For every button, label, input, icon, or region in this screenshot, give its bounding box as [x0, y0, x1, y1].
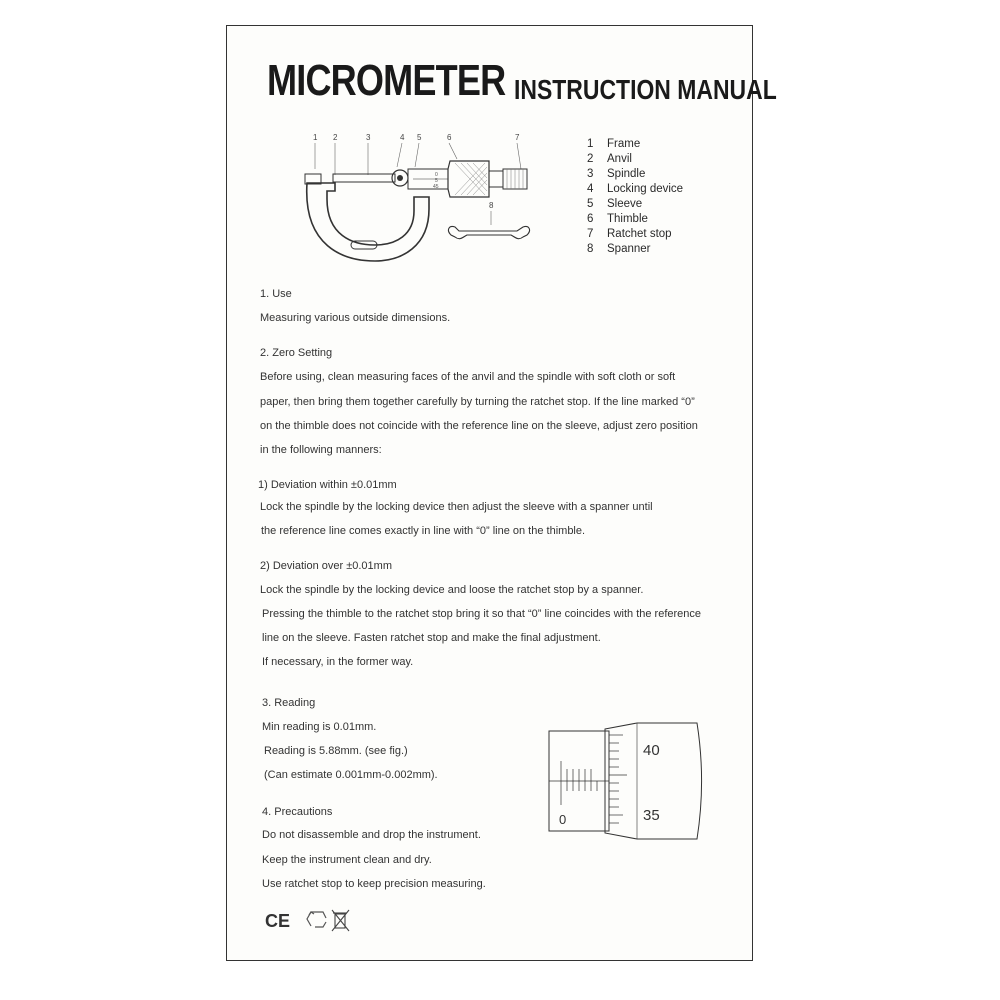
deviation-over-line: If necessary, in the former way. [262, 656, 414, 668]
part-name: Sleeve [607, 198, 643, 210]
part-row [587, 137, 683, 152]
reading-line: Reading is 5.88mm. (see fig.) [264, 745, 408, 757]
reading-heading: 3. Reading [262, 697, 316, 709]
weee-bin-icon [332, 910, 349, 931]
thimble-label-35: 35 [643, 807, 660, 824]
part-number: 1 [587, 138, 594, 150]
part-row [587, 182, 683, 197]
callout-5: 5 [417, 133, 422, 142]
compliance-marks [265, 906, 355, 936]
precautions-heading: 4. Precautions [262, 806, 333, 818]
ce-mark: CE [265, 911, 291, 931]
part-name: Anvil [607, 153, 632, 165]
part-number: 8 [587, 243, 594, 255]
part-name: Frame [607, 138, 641, 150]
zero-line: paper, then bring them together carefully by turning the ratchet stop. If the line marked “0” [260, 396, 695, 408]
callout-1: 1 [313, 133, 318, 142]
zero-line: Before using, clean measuring faces of the anvil and the spindle with soft cloth or soft [260, 371, 676, 383]
sleeve-zero-label: 0 [559, 812, 567, 827]
deviation-within-heading: 1) Deviation within ±0.01mm [258, 479, 397, 491]
reading-figure [547, 721, 707, 841]
reading-line: Min reading is 0.01mm. [262, 721, 377, 733]
use-heading: 1. Use [260, 288, 292, 300]
part-row [587, 242, 683, 257]
part-row [587, 167, 683, 182]
deviation-over-line: Lock the spindle by the locking device and loose the ratchet stop by a spanner. [260, 584, 644, 596]
part-name: Locking device [607, 183, 684, 195]
part-name: Spindle [607, 168, 646, 180]
parts-list [587, 137, 683, 257]
part-number: 7 [587, 228, 594, 240]
part-row [587, 227, 683, 242]
callout-2: 2 [333, 133, 338, 142]
zero-heading: 2. Zero Setting [260, 347, 333, 359]
part-number: 2 [587, 153, 594, 165]
callout-8: 8 [489, 201, 494, 210]
part-number: 4 [587, 183, 594, 195]
zero-line: in the following manners: [260, 444, 382, 456]
sleeve-scale-45: 45 [433, 184, 439, 190]
precautions-line: Do not disassemble and drop the instrument. [262, 829, 481, 841]
deviation-over-line: line on the sleeve. Fasten ratchet stop and make the final adjustment. [262, 632, 601, 644]
part-name: Thimble [607, 213, 648, 225]
part-number: 5 [587, 198, 594, 210]
title-sub: INSTRUCTION MANUAL [514, 74, 777, 105]
deviation-over-heading: 2) Deviation over ±0.01mm [260, 560, 392, 572]
instruction-sheet [226, 25, 777, 961]
recycle-icon [307, 912, 326, 927]
precautions-line: Use ratchet stop to keep precision measuring. [262, 878, 486, 890]
deviation-within-line: Lock the spindle by the locking device then adjust the sleeve with a spanner until [260, 501, 653, 513]
part-row [587, 212, 683, 227]
zero-line: on the thimble does not coincide with the reference line on the sleeve, adjust zero position [260, 420, 698, 432]
callout-4: 4 [400, 133, 405, 142]
part-number: 3 [587, 168, 594, 180]
sleeve-scale-5: 5 [435, 178, 438, 184]
use-line: Measuring various outside dimensions. [260, 312, 451, 324]
sleeve-scale-0: 0 [435, 172, 438, 178]
thimble-label-40: 40 [643, 742, 660, 759]
precautions-line: Keep the instrument clean and dry. [262, 854, 432, 866]
part-row [587, 152, 683, 167]
title-main: MICROMETER [267, 56, 506, 105]
callout-3: 3 [366, 133, 371, 142]
part-row [587, 197, 683, 212]
callout-7: 7 [515, 133, 520, 142]
reading-line: (Can estimate 0.001mm-0.002mm). [264, 769, 438, 781]
micrometer-diagram [297, 131, 552, 271]
part-number: 6 [587, 213, 594, 225]
deviation-over-line: Pressing the thimble to the ratchet stop bring it so that “0” line coincides with the reference [262, 608, 702, 620]
part-name: Ratchet stop [607, 228, 672, 240]
callout-6: 6 [447, 133, 452, 142]
manual-title [267, 56, 835, 106]
deviation-within-line: the reference line comes exactly in line with “0” line on the thimble. [261, 525, 586, 537]
part-name: Spanner [607, 243, 651, 255]
